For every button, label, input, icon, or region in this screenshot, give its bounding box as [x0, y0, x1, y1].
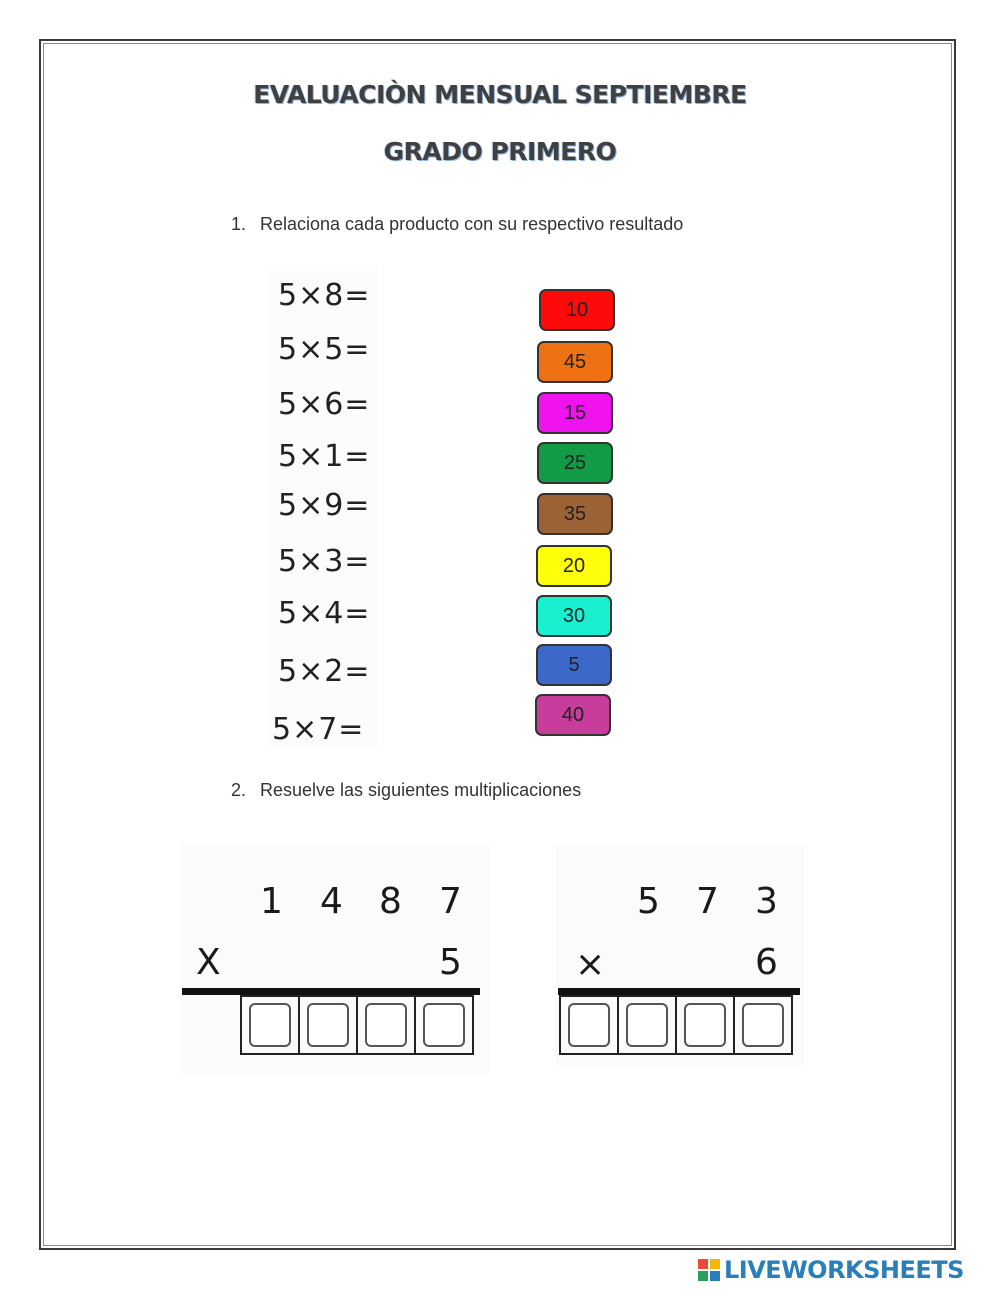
question-1-number: 1.	[231, 214, 247, 234]
answer-cell	[240, 995, 300, 1055]
answer-cell	[414, 995, 474, 1055]
answer-input[interactable]	[423, 1003, 465, 1047]
page-subtitle: GRADO PRIMERO	[383, 137, 617, 166]
answer-cell	[298, 995, 358, 1055]
liveworksheets-logo	[698, 1256, 964, 1284]
multiplication-problem-1	[180, 845, 490, 1073]
answer-cell	[617, 995, 677, 1055]
answer-cell	[356, 995, 416, 1055]
multiplier-digit: 6	[755, 942, 778, 983]
question-1	[231, 214, 683, 235]
question-2	[231, 780, 581, 801]
answer-input[interactable]	[742, 1003, 784, 1047]
multiplicand-digit: 7	[696, 881, 719, 922]
result-option[interactable]: 25	[537, 442, 613, 484]
multiplicand-digit: 5	[637, 881, 660, 922]
logo-text: LIVEWORKSHEETS	[724, 1256, 964, 1284]
expression-item: 5×6=	[278, 387, 371, 422]
logo-icon	[698, 1259, 720, 1281]
expression-item: 5×9=	[278, 488, 371, 523]
answer-input[interactable]	[684, 1003, 726, 1047]
question-2-number: 2.	[231, 780, 247, 800]
expression-item: 5×4=	[278, 596, 371, 631]
sum-line	[558, 988, 800, 995]
multiplier-digit: 5	[439, 942, 462, 983]
expression-item: 5×1=	[278, 439, 371, 474]
expression-item: 5×7=	[272, 712, 365, 747]
result-option[interactable]: 10	[539, 289, 615, 331]
multiplicand-digit: 8	[379, 881, 402, 922]
multiplicand-digit: 3	[755, 881, 778, 922]
expression-item: 5×3=	[278, 544, 371, 579]
expression-item: 5×8=	[278, 278, 371, 313]
expressions-panel	[268, 266, 378, 746]
answer-cell	[559, 995, 619, 1055]
result-option[interactable]: 30	[536, 595, 612, 637]
multiply-sign: ×	[575, 944, 606, 985]
multiply-sign: X	[196, 942, 221, 983]
multiplicand-digit: 1	[260, 881, 283, 922]
multiplication-problem-2	[555, 845, 805, 1065]
answer-row	[240, 995, 472, 1055]
answer-cell	[733, 995, 793, 1055]
answer-input[interactable]	[307, 1003, 349, 1047]
result-option[interactable]: 20	[536, 545, 612, 587]
question-1-text: Relaciona cada producto con su respectivo resultado	[260, 214, 684, 234]
multiplicand-digit: 4	[320, 881, 343, 922]
answer-input[interactable]	[568, 1003, 610, 1047]
expression-item: 5×5=	[278, 332, 371, 367]
answer-input[interactable]	[365, 1003, 407, 1047]
results-panel	[531, 283, 623, 745]
expression-item: 5×2=	[278, 654, 371, 689]
question-2-text: Resuelve las siguientes multiplicaciones	[260, 780, 582, 800]
multiplicand-digit: 7	[439, 881, 462, 922]
result-option[interactable]: 40	[535, 694, 611, 736]
answer-cell	[675, 995, 735, 1055]
page-title: EVALUACIÒN MENSUAL SEPTIEMBRE	[253, 80, 747, 109]
sum-line	[182, 988, 480, 995]
result-option[interactable]: 45	[537, 341, 613, 383]
answer-input[interactable]	[626, 1003, 668, 1047]
result-option[interactable]: 5	[536, 644, 612, 686]
answer-row	[559, 995, 791, 1055]
result-option[interactable]: 35	[537, 493, 613, 535]
answer-input[interactable]	[249, 1003, 291, 1047]
result-option[interactable]: 15	[537, 392, 613, 434]
